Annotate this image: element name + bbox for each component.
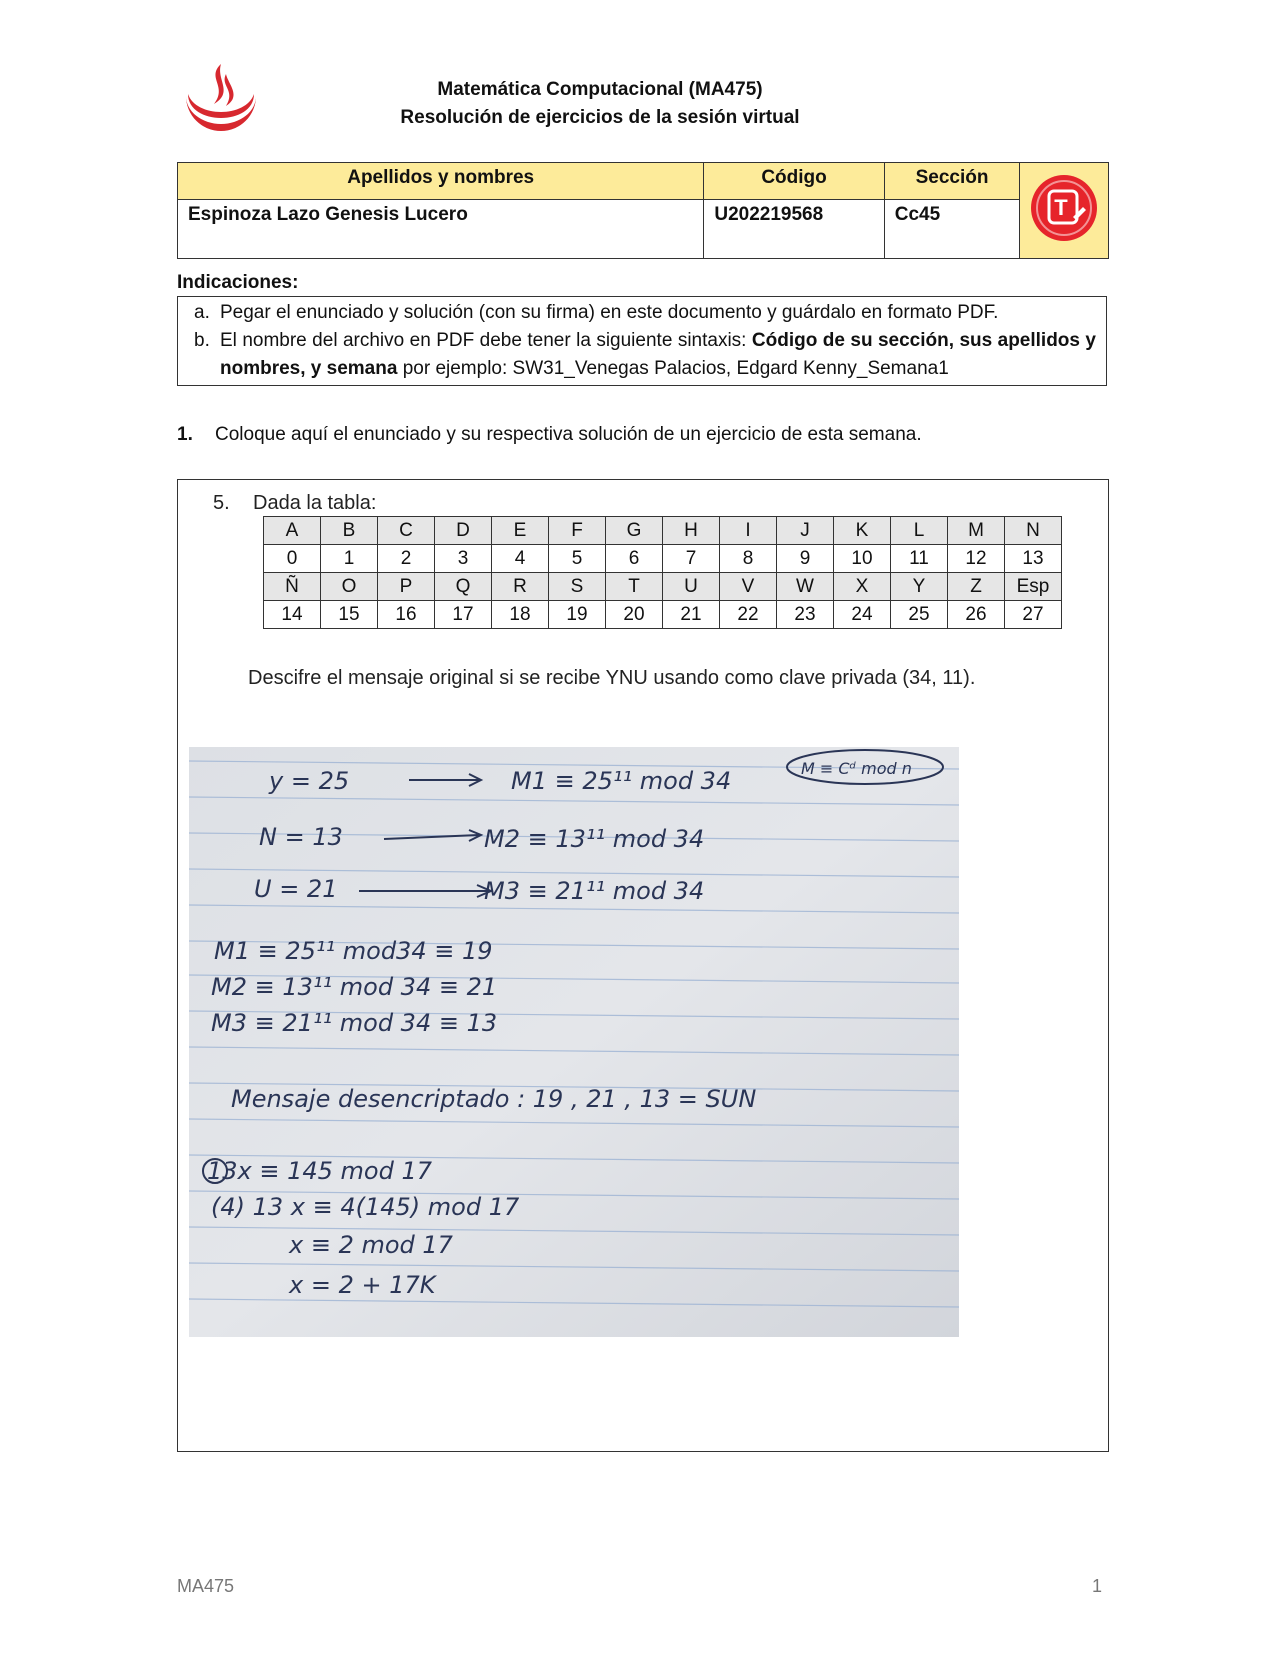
cipher-cell: O xyxy=(321,573,378,601)
footer-course-code: MA475 xyxy=(177,1576,235,1596)
teacher-badge-icon xyxy=(1029,173,1099,243)
cipher-cell: D xyxy=(435,517,492,545)
hw-e4: x = 2 + 17K xyxy=(289,1271,436,1299)
hw-line1: y = 25 xyxy=(269,767,350,795)
cipher-cell: 22 xyxy=(720,601,777,629)
indications-box xyxy=(177,296,1107,386)
student-name: Espinoza Lazo Genesis Lucero xyxy=(178,200,704,259)
cipher-cell: X xyxy=(834,573,891,601)
cipher-cell: S xyxy=(549,573,606,601)
cipher-cell: L xyxy=(891,517,948,545)
hw-bubble: M ≡ Cᵈ mod n xyxy=(801,759,912,778)
cipher-cell: 1 xyxy=(321,545,378,573)
cipher-cell: Q xyxy=(435,573,492,601)
question-1 xyxy=(177,424,922,446)
cipher-cell: 27 xyxy=(1005,601,1062,629)
hw-calc2: M2 ≡ 13¹¹ mod 34 ≡ 21 xyxy=(211,973,498,1001)
indication-marker: b. xyxy=(194,330,210,351)
cipher-cell: 8 xyxy=(720,545,777,573)
hw-calc1: M1 ≡ 25¹¹ mod34 ≡ 19 xyxy=(214,937,493,965)
exercise-prompt: Descifre el mensaje original si se recibe YNU usando como clave privada (34, 11). xyxy=(248,667,976,689)
cipher-cell: 25 xyxy=(891,601,948,629)
hw-line2b: M2 ≡ 13¹¹ mod 34 xyxy=(484,825,705,853)
hw-line3: U = 21 xyxy=(254,875,338,903)
cipher-cell: A xyxy=(264,517,321,545)
cipher-cell: 6 xyxy=(606,545,663,573)
indication-item xyxy=(178,299,1106,327)
cipher-cell: 9 xyxy=(777,545,834,573)
cipher-row-letters xyxy=(264,517,1062,545)
badge-letter: T xyxy=(1054,194,1068,220)
exercise-box xyxy=(177,479,1109,1452)
cipher-cell: Y xyxy=(891,573,948,601)
hw-line1b: M1 ≡ 25¹¹ mod 34 xyxy=(511,767,732,795)
cipher-cell: 7 xyxy=(663,545,720,573)
indication-item xyxy=(178,327,1106,383)
cipher-cell: T xyxy=(606,573,663,601)
hw-line3b: M3 ≡ 21¹¹ mod 34 xyxy=(484,877,705,905)
cipher-row-numbers xyxy=(264,545,1062,573)
exercise-number: 5. xyxy=(213,492,230,514)
cipher-cell: M xyxy=(948,517,1005,545)
cipher-cell: 23 xyxy=(777,601,834,629)
question-number: 1. xyxy=(177,424,193,445)
cipher-cell: 4 xyxy=(492,545,549,573)
document-title: Matemática Computacional (MA475) xyxy=(437,79,763,100)
cipher-table xyxy=(263,516,1062,629)
cipher-cell: 24 xyxy=(834,601,891,629)
cipher-cell: 21 xyxy=(663,601,720,629)
cipher-cell: Z xyxy=(948,573,1005,601)
cipher-cell: F xyxy=(549,517,606,545)
cipher-cell: 10 xyxy=(834,545,891,573)
cipher-cell: 12 xyxy=(948,545,1005,573)
student-table-header-row xyxy=(178,163,1109,200)
cipher-cell: K xyxy=(834,517,891,545)
cipher-cell: 17 xyxy=(435,601,492,629)
header-section: Sección xyxy=(884,163,1020,200)
cipher-cell: 5 xyxy=(549,545,606,573)
hw-e3: x ≡ 2 mod 17 xyxy=(289,1231,453,1259)
hw-calc3: M3 ≡ 21¹¹ mod 34 ≡ 13 xyxy=(211,1009,498,1037)
university-logo xyxy=(176,56,266,146)
cipher-cell: I xyxy=(720,517,777,545)
cipher-cell: N xyxy=(1005,517,1062,545)
cipher-row-letters xyxy=(264,573,1062,601)
indication-marker: a. xyxy=(194,302,210,323)
exercise-title-text: Dada la tabla: xyxy=(253,492,377,514)
cipher-cell: 2 xyxy=(378,545,435,573)
cipher-cell: Ñ xyxy=(264,573,321,601)
footer-page-number: 1 xyxy=(1092,1576,1103,1596)
cipher-cell: 20 xyxy=(606,601,663,629)
cipher-cell: 0 xyxy=(264,545,321,573)
cipher-cell: C xyxy=(378,517,435,545)
cipher-cell: H xyxy=(663,517,720,545)
cipher-cell: B xyxy=(321,517,378,545)
cipher-cell: U xyxy=(663,573,720,601)
student-table-values-row xyxy=(178,200,1109,259)
cipher-cell: 14 xyxy=(264,601,321,629)
indication-text: Pegar el enunciado y solución (con su firma) en este documento y guárdalo en formato PDF. xyxy=(220,302,999,323)
cipher-cell: Esp xyxy=(1005,573,1062,601)
cipher-cell: R xyxy=(492,573,549,601)
hw-message: Mensaje desencriptado : 19 , 21 , 13 = SUN xyxy=(231,1085,757,1113)
question-text: Coloque aquí el enunciado y su respectiva solución de un ejercicio de esta semana. xyxy=(215,424,922,445)
cipher-row-numbers xyxy=(264,601,1062,629)
exercise-title xyxy=(213,492,376,515)
student-code: U202219568 xyxy=(704,200,884,259)
hw-e1: 13x ≡ 145 mod 17 xyxy=(207,1157,433,1185)
student-info-table xyxy=(177,162,1109,259)
hw-line2: N = 13 xyxy=(259,823,343,851)
indications-title: Indicaciones: xyxy=(177,272,299,293)
hw-e2: (4) 13 x ≡ 4(145) mod 17 xyxy=(211,1193,520,1221)
handwritten-solution-photo xyxy=(189,747,959,1337)
cipher-cell: 16 xyxy=(378,601,435,629)
header-names: Apellidos y nombres xyxy=(178,163,704,200)
cipher-cell: 3 xyxy=(435,545,492,573)
indication-text: El nombre del archivo en PDF debe tener la siguiente sintaxis: Código de su sección, sus apellidos y nombres, y semana por ejemplo: SW31_Venegas Palacios, Edgard Kenny_Semana1 xyxy=(220,330,1096,379)
cipher-cell: 15 xyxy=(321,601,378,629)
cipher-cell: 11 xyxy=(891,545,948,573)
cipher-cell: V xyxy=(720,573,777,601)
cipher-cell: 26 xyxy=(948,601,1005,629)
cipher-cell: 19 xyxy=(549,601,606,629)
header-code: Código xyxy=(704,163,884,200)
cipher-cell: 18 xyxy=(492,601,549,629)
cipher-cell: J xyxy=(777,517,834,545)
document-subtitle: Resolución de ejercicios de la sesión virtual xyxy=(400,107,800,128)
document-header xyxy=(330,76,870,132)
cipher-cell: 13 xyxy=(1005,545,1062,573)
cipher-cell: E xyxy=(492,517,549,545)
student-section: Cc45 xyxy=(884,200,1020,259)
badge-cell xyxy=(1020,163,1109,259)
cipher-cell: P xyxy=(378,573,435,601)
cipher-cell: W xyxy=(777,573,834,601)
cipher-cell: G xyxy=(606,517,663,545)
